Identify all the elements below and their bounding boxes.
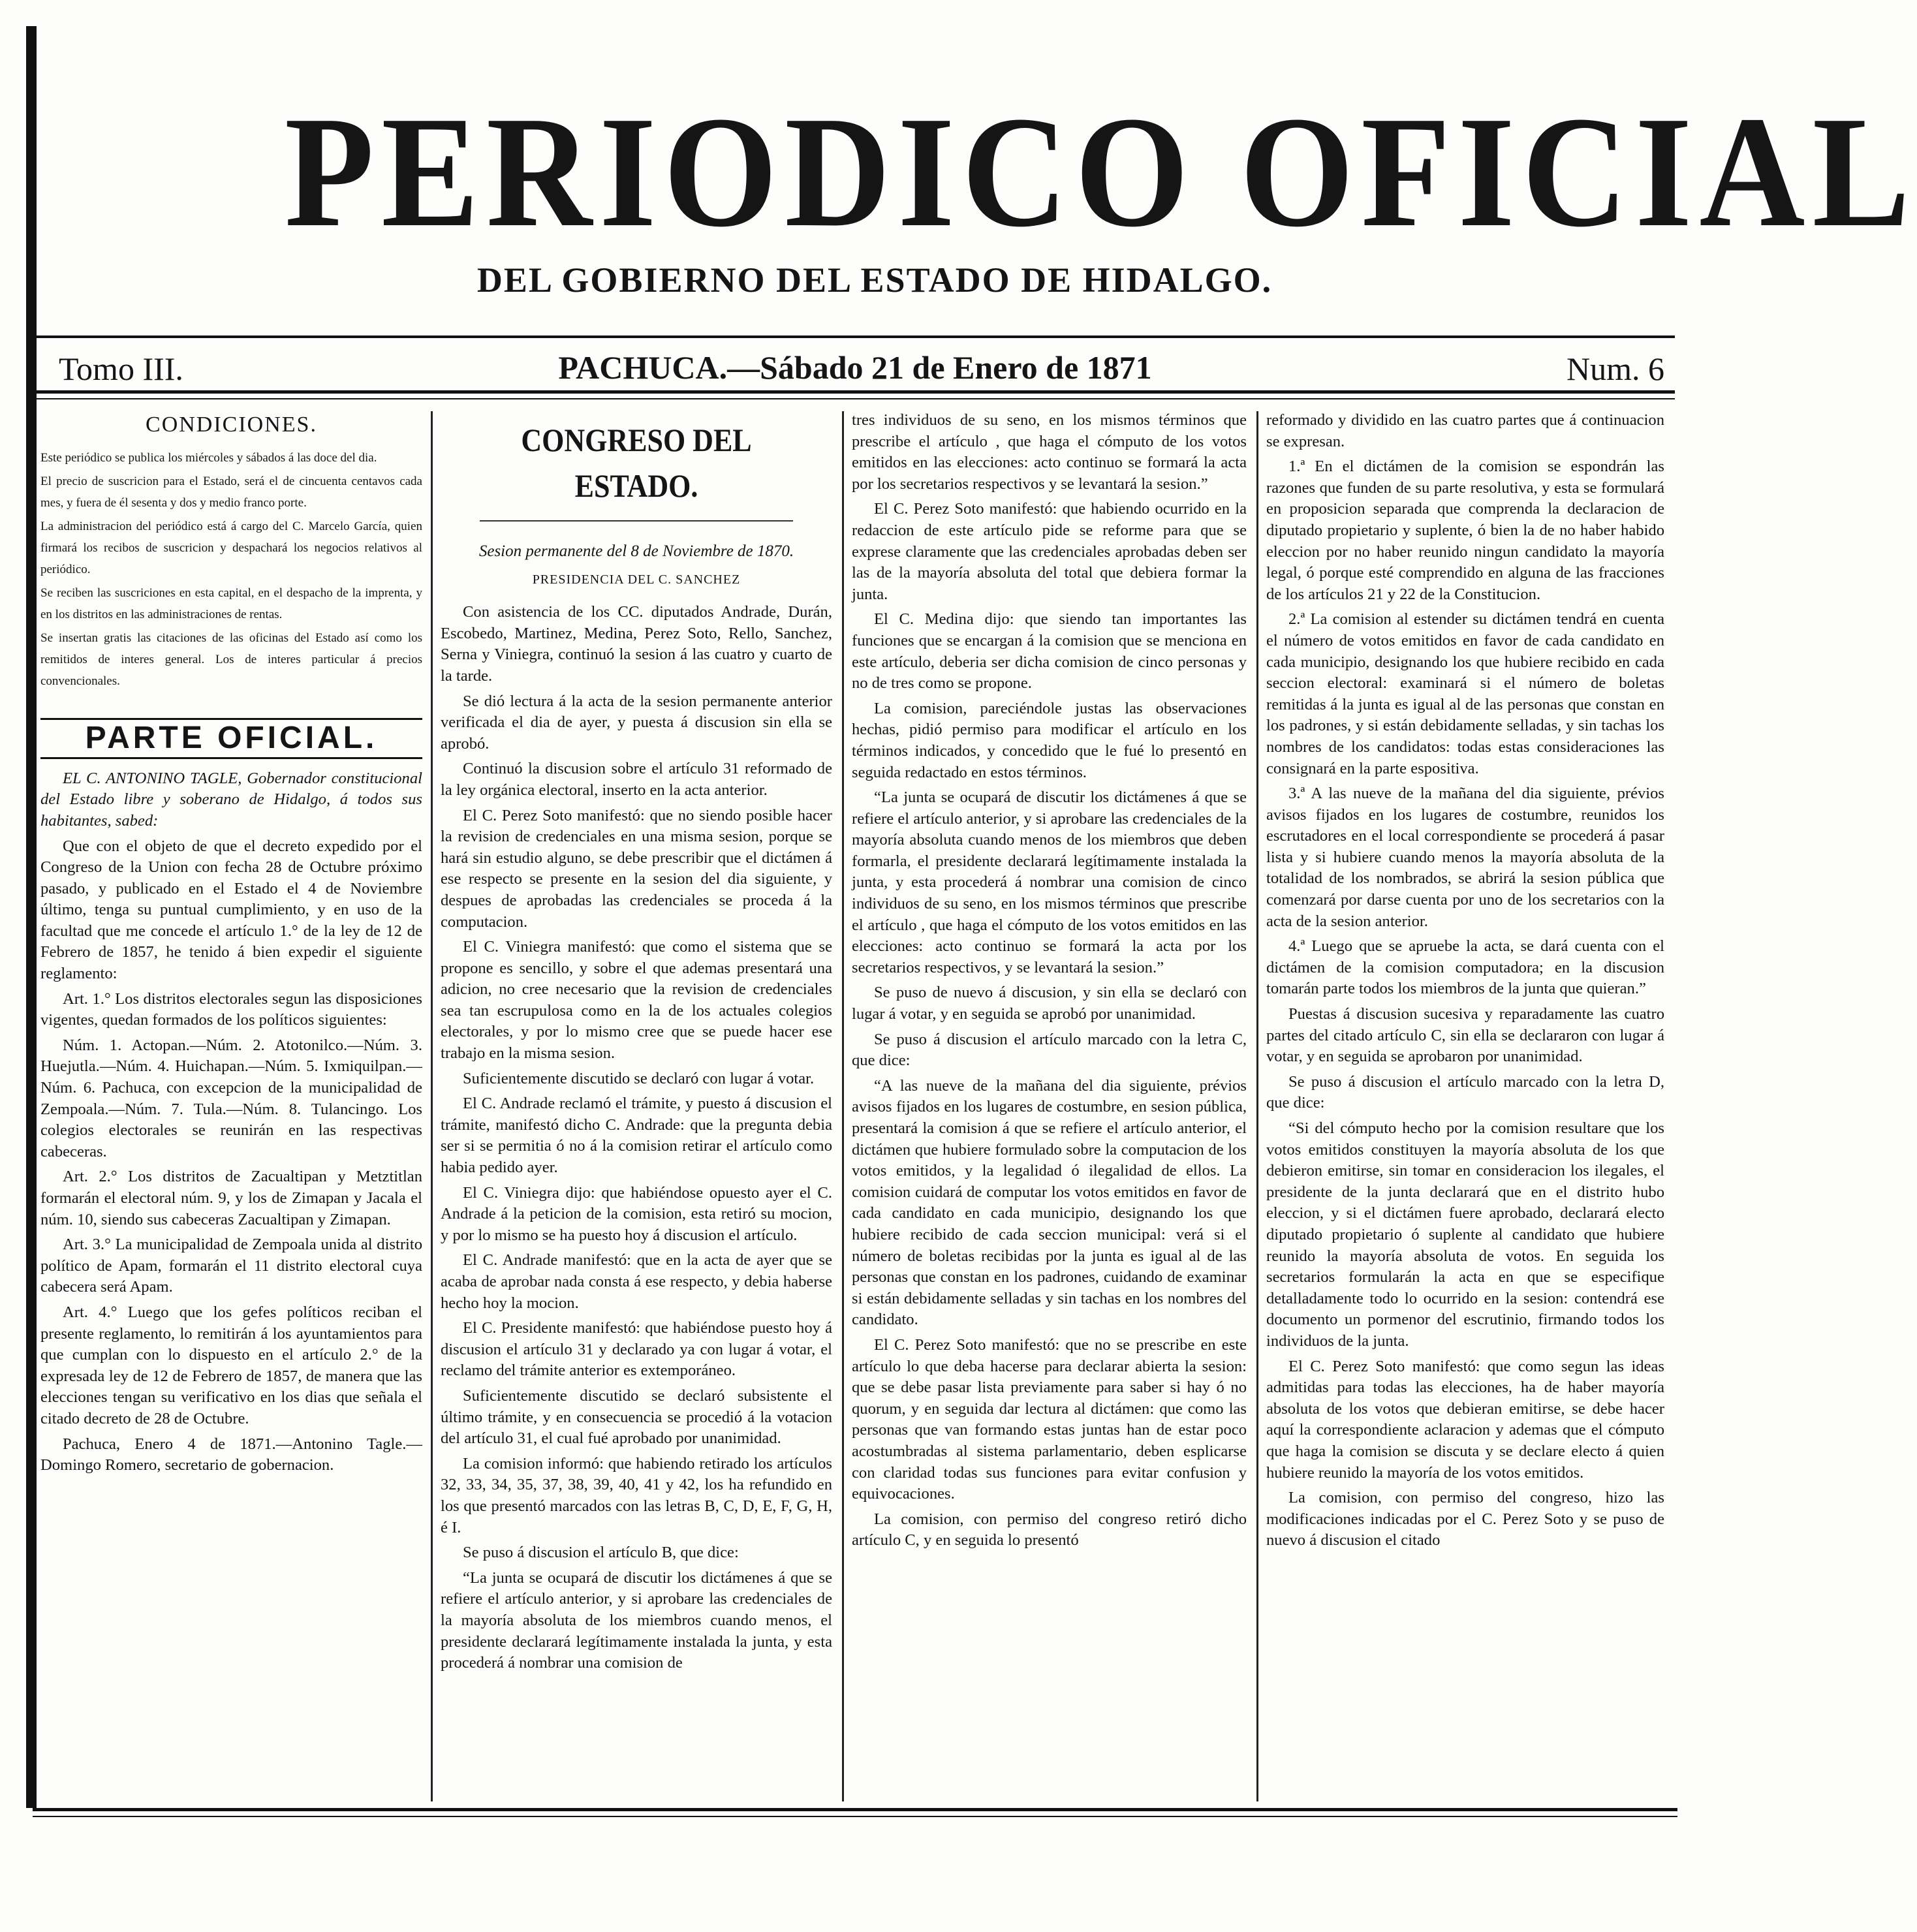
- paragraph: Se dió lectura á la acta de la sesion permanente anterior verificada el dia de ayer, y puesta á discusion sin ella se aprobó.: [441, 692, 832, 753]
- paragraph: El C. Andrade manifestó: que en la acta de ayer que se acaba de aprobar nada consta á ese respecto, y debia haberse hecho hoy la mocion.: [441, 1251, 832, 1312]
- column-divider-3: [1256, 411, 1258, 1801]
- paragraph: La comision, con permiso del congreso, hizo las modificaciones indicadas por el C. Perez Soto y se puso de nuevo á discusion el citado: [1266, 1489, 1664, 1550]
- congreso-title: CONGRESO DEL ESTADO.: [521, 422, 752, 504]
- parte-oficial-title: PARTE OFICIAL.: [40, 718, 422, 759]
- paragraph: Suficientemente discutido se declaró con lugar á votar.: [463, 1069, 815, 1087]
- header-rule-bottom: [37, 390, 1675, 394]
- paragraph: “A las nueve de la mañana del dia siguiente, prévios avisos fijados en los lugares de costumbre, en sesion pública, presentará la comision á que se refiere el artículo anterior, el dictámen que hubiere formulado sobre la computacion de los votos emitidos, y la legalidad ó ilegalidad de ellos. La comision cuidará de computar los votos emitidos en favor de cada candidato en cada municipio, designando los que hubiere recibido de cada seccion municipal: verá si el número de boletas recibidas por la junta es igual al de las personas que constan en los padrones, cuidando de examinar si están debidamente selladas y sin tachas en los nombres del candidato.: [852, 1076, 1247, 1329]
- section-rule: [480, 520, 793, 522]
- paragraph: El C. Perez Soto manifestó: que habiendo ocurrido en la redaccion de este artículo pide se reforme para que se exprese claramente que las credenciales aprobadas deben ser las de la mayoría absoluta del total que debiera formar la junta.: [852, 500, 1247, 603]
- paragraph: Art. 2.° Los distritos de Zacualtipan y Metztitlan formarán el electoral núm. 9, y los de Zimapan y Jacala el núm. 10, siendo sus cabeceras Zacualtipan y Zimapan.: [40, 1168, 422, 1228]
- paragraph: El C. Presidente manifestó: que habiéndose puesto hoy á discusion el artículo 31 y declarado ya con lugar á votar, el reclamo del trámite anterior es extemporáneo.: [441, 1319, 832, 1380]
- column-divider-1: [431, 411, 433, 1801]
- paragraph: “Si del cómputo hecho por la comision resultare que los votos emitidos constituyen la mayoría absoluta de los que debieron emitirse, sin tomar en consideracion los ilegales, el presidente de la junta declarará que en el distrito hubo eleccion, y si el dictámen fuere aprobado, declarará electo diputado propietario ó suplente al candidato que hubiere reunido la mayoría absoluta de votos. En seguida los secretarios formularán la acta en que se especifique detalladamente todo lo ocurrido en la sesion: contendrá ese documento un pormenor del escrutinio, firmando todos los individuos de la junta.: [1266, 1119, 1664, 1350]
- paragraph: Suficientemente discutido se declaró subsistente el último trámite, y en consecuencia se procedió á la votacion del artículo 31, el cual fué aprobado por unanimidad.: [441, 1386, 832, 1448]
- column-4: [1266, 410, 1664, 1797]
- paragraph: Núm. 1. Actopan.—Núm. 2. Atotonilco.—Núm. 3. Huejutla.—Núm. 4. Huichapan.—Núm. 5. Ixmiquilpan.—Núm. 6. Pachuca, con excepcion de la municipalidad de Zempoala.—Núm. 7. Tula.—Núm. 8. Tulancingo. Los colegios electorales se reunirán en las respectivas cabeceras.: [40, 1036, 422, 1161]
- condicion-item: Se insertan gratis las citaciones de las oficinas del Estado así como los remitidos de interes general. Los de interes particular á precios convencionales.: [40, 631, 422, 688]
- volume-label: Tomo III.: [59, 351, 183, 387]
- paragraph: El C. Medina dijo: que siendo tan importantes las funciones que se encargan á la comision que se menciona en este artículo, deberia ser dicha comision de cinco personas y no de tres como se propone.: [852, 610, 1247, 693]
- paragraph: Puestas á discusion sucesiva y reparadamente las cuatro partes del citado artículo C, sin ella se declararon con lugar á votar, y en seguida se aprobaron por unanimidad.: [1266, 1005, 1664, 1066]
- paragraph: Art. 1.° Los distritos electorales segun las disposiciones vigentes, quedan formados de los políticos siguientes:: [40, 989, 422, 1029]
- paragraph: El C. Perez Soto manifestó: que no se prescribe en este artículo lo que deba hacerse para declarar abierta la sesion: que se debe pasar lista previamente para saber si hay ó no quorum, y en seguida dar lectura al dictámen: que como las personas que van formando estas juntas han de estar poco acostumbradas al sistema parlamentario, deben esplicarse con claridad todas sus funciones para evitar confusion y equivocaciones.: [852, 1335, 1247, 1503]
- masthead-title: PERIODICO OFICIAL: [285, 84, 1917, 260]
- paragraph: 4.ª Luego que se apruebe la acta, se dará cuenta con el dictámen de la comision computadora; en la discusion tomarán parte todos los miembros de la junta que quieran.”: [1266, 937, 1664, 998]
- paragraph: El C. Andrade reclamó el trámite, y puesto á discusion el trámite, manifestó dicho C. Andrade: que la pregunta debia ser si se permitia ó no á la comision retirar el artículo como habia pedido ayer.: [441, 1095, 832, 1177]
- paragraph: La comision, con permiso del congreso retiró dicho artículo C, y en seguida lo presentó: [852, 1510, 1247, 1550]
- column-3: [852, 410, 1247, 1797]
- column-2: [441, 414, 832, 1801]
- issue-date: PACHUCA.—Sábado 21 de Enero de 1871: [558, 349, 1152, 386]
- paragraph: 2.ª La comision al estender su dictámen tendrá en cuenta el número de votos emitidos en favor de cada candidato en cada municipio, designando los que hubiere recibido en cada seccion electoral: examinará si el número de boletas remitidas á la junta es igual al de las personas que constan en los padrones, y si están debidamente selladas, y sin tachas los nombres de los candidatos: todas estas consideraciones las consignará en la parte espositiva.: [1266, 610, 1664, 777]
- paragraph: “La junta se ocupará de discutir los dictámenes á que se refiere el artículo anterior, y si aprobare las credenciales de la mayoría absoluta de los miembros cuando menos, el presidente declarará legítimamente instalada la junta, y esta procederá á nombrar una comision de: [441, 1568, 832, 1672]
- paragraph: 3.ª A las nueve de la mañana del dia siguiente, prévios avisos fijados en los lugares de costumbre, reunidos los escrutadores en el local correspondiente se procederá á pasar lista y si hubiere cuando menos la mayoría absoluta de la totalidad de los nombrados, se abrirá la sesion pública que comenzará por darse cuenta por uno de los secretarios con la acta de la sesion anterior.: [1266, 785, 1664, 930]
- condiciones-list: [40, 448, 422, 693]
- footer-rule: [33, 1808, 1677, 1811]
- session-heading: Sesion permanente del 8 de Noviembre de 1870.: [478, 542, 794, 560]
- paragraph: Se puso á discusion el artículo marcado con la letra C, que dice:: [852, 1030, 1247, 1070]
- paragraph: reformado y dividido en las cuatro partes que á continuacion se expresan.: [1266, 411, 1664, 450]
- paragraph: Continuó la discusion sobre el artículo 31 reformado de la ley orgánica electoral, inserto en la acta anterior.: [441, 760, 832, 799]
- condicion-item: Este periódico se publica los miércoles y sábados á las doce del dia.: [40, 450, 377, 465]
- paragraph: tres individuos de su seno, en los mismos términos que prescribe el artículo , que haga el cómputo de los votos emitidos en las elecciones: acto continuo se formará la acta por los secretarios respectivos y se levantará la sesion.”: [852, 411, 1247, 493]
- column-divider-2: [842, 411, 844, 1801]
- paragraph: La comision informó: que habiendo retirado los artículos 32, 33, 34, 35, 37, 38, 39, 40, 41 y 42, los ha refundido en los que presentó marcados con las letras B, C, D, E, F, G, H, é I.: [441, 1454, 832, 1536]
- paragraph: El C. Perez Soto manifestó: que no siendo posible hacer la revision de credenciales en una misma sesion, porque se hará sin estudio alguno, se debe prescribir que el dictámen á ese respecto se presente en la sesion del dia siguiente, y despues de aprobadas las credenciales se proceda á la computacion.: [441, 806, 832, 931]
- governor-heading: EL C. ANTONINO TAGLE, Gobernador constitucional del Estado libre y soberano de Hidalgo, á todos sus habitantes, sabed:: [40, 769, 422, 830]
- dateline: [39, 346, 1671, 392]
- header-rule-top: [37, 335, 1675, 338]
- paragraph: La comision, pareciéndole justas las observaciones hechas, pidió permiso para modificar el artículo en los términos indicados, y concedido que le fué lo presentó en seguida redactado en estos términos.: [852, 699, 1247, 781]
- footer-rule-thin: [33, 1816, 1677, 1817]
- paragraph: Se puso á discusion el artículo B, que dice:: [463, 1544, 739, 1562]
- paragraph: El C. Viniegra dijo: que habiéndose opuesto ayer el C. Andrade á la peticion de la comision, esta retiró su mocion, y por lo mismo se ha puesto hoy á discusion el artículo.: [441, 1183, 832, 1244]
- paragraph: El C. Viniegra manifestó: que como el sistema que se propone es sencillo, y sobre el que ademas presentará una adicion, no cree necesario que la revision de credenciales sea tan escrupulosa como en la de los actuales colegios electorales, y por lo mismo cree que se puede hacer ese trabajo en la misma sesion.: [441, 938, 832, 1063]
- paragraph: El C. Perez Soto manifestó: que como segun las ideas admitidas para todas las elecciones, ha de haber mayoría absoluta de los votos que debieran emitirse, se debe hacer aquí la correspondiente aclaracion y ademas que el cómputo que haga la comision se discuta y se declare electo á quien hubiere reunido la mayoría de los votos emitidos.: [1266, 1357, 1664, 1482]
- paragraph: Se puso de nuevo á discusion, y sin ella se declaró con lugar á votar, y en seguida se aprobó por unanimidad.: [852, 984, 1247, 1023]
- condiciones-title: CONDICIONES.: [146, 413, 317, 437]
- paragraph: Que con el objeto de que el decreto expedido por el Congreso de la Union con fecha 28 de Octubre próximo pasado, y publicado en el Estado el 4 de Noviembre último, tenga su puntual cumplimiento, y en uso de la facultad que me concede el artículo 1.° de la ley de 12 de Febrero de 1857, he tenido á bien expedir el siguiente reglamento:: [40, 837, 422, 983]
- header-rule-bottom-thin: [37, 398, 1675, 399]
- binding-spine: [26, 26, 37, 1808]
- masthead-subtitle: DEL GOBIERNO DEL ESTADO DE HIDALGO.: [476, 260, 1273, 300]
- paragraph: “La junta se ocupará de discutir los dictámenes á que se refiere el artículo anterior, y si aprobare las credenciales de la mayoría absoluta cuando menos de los miembros que deben formarla, el presidente declarará legítimamente instalada la junta, y esta procederá á nombrar una comision de cinco individuos de su seno, en los mismos términos que prescribe el artículo , que haga el cómputo de los votos emitidos en las elecciones: acto continuo se formará la acta por los secretarios respectivos, y se levantará la sesion.”: [852, 788, 1247, 976]
- signature-line: Pachuca, Enero 4 de 1871.—Antonino Tagle.—Domingo Romero, secretario de gobernacion.: [40, 1435, 422, 1474]
- watermark-mark: [362, 1203, 363, 1204]
- presidency-line: PRESIDENCIA DEL C. SANCHEZ: [532, 572, 741, 587]
- paragraph: Se puso á discusion el artículo marcado con la letra D, que dice:: [1266, 1072, 1664, 1112]
- paragraph: 1.ª En el dictámen de la comision se espondrán las razones que funden de su parte resolutiva, y esta se formulará en proposicion separada que comprenda la declaracion de diputado propietario y suplente, ó bien la de no haber habido eleccion por no haber reunido ningun candidato la mayoría legal, ó porque esté comprendido en alguna de las fracciones de los artículos 21 y 22 de la Constitucion.: [1266, 458, 1664, 603]
- paragraph: Art. 4.° Luego que los gefes políticos reciban el presente reglamento, lo remitirán á los ayuntamientos para que cumplan con lo dispuesto en el artículo 2.° de la expresada ley de 12 de Febrero de 1857, de manera que las elecciones tengan su verificativo en los dias que señala el citado decreto de 28 de Octubre.: [40, 1303, 422, 1427]
- condicion-item: La administracion del periódico está á cargo del C. Marcelo García, quien firmará los recibos de suscricion y despachará los negocios relativos al periódico.: [40, 520, 422, 576]
- paragraph: Art. 3.° La municipalidad de Zempoala unida al distrito político de Apam, formarán el 11 distrito electoral cuya cabecera será Apam.: [40, 1236, 422, 1296]
- issue-number: Num. 6: [1566, 351, 1664, 387]
- paragraph: Con asistencia de los CC. diputados Andrade, Durán, Escobedo, Martinez, Medina, Perez Soto, Rello, Sanchez, Serna y Viniegra, continuó la sesion á las cuatro y cuarto de la tarde.: [441, 603, 832, 685]
- condicion-item: El precio de suscricion para el Estado, será el de cincuenta centavos cada mes, y fuera de él sesenta y dos y medio franco porte.: [40, 475, 422, 510]
- condicion-item: Se reciben las suscriciones en esta capital, en el despacho de la imprenta, y en los distritos en las administraciones de rentas.: [40, 586, 422, 621]
- column-1: [40, 414, 422, 1801]
